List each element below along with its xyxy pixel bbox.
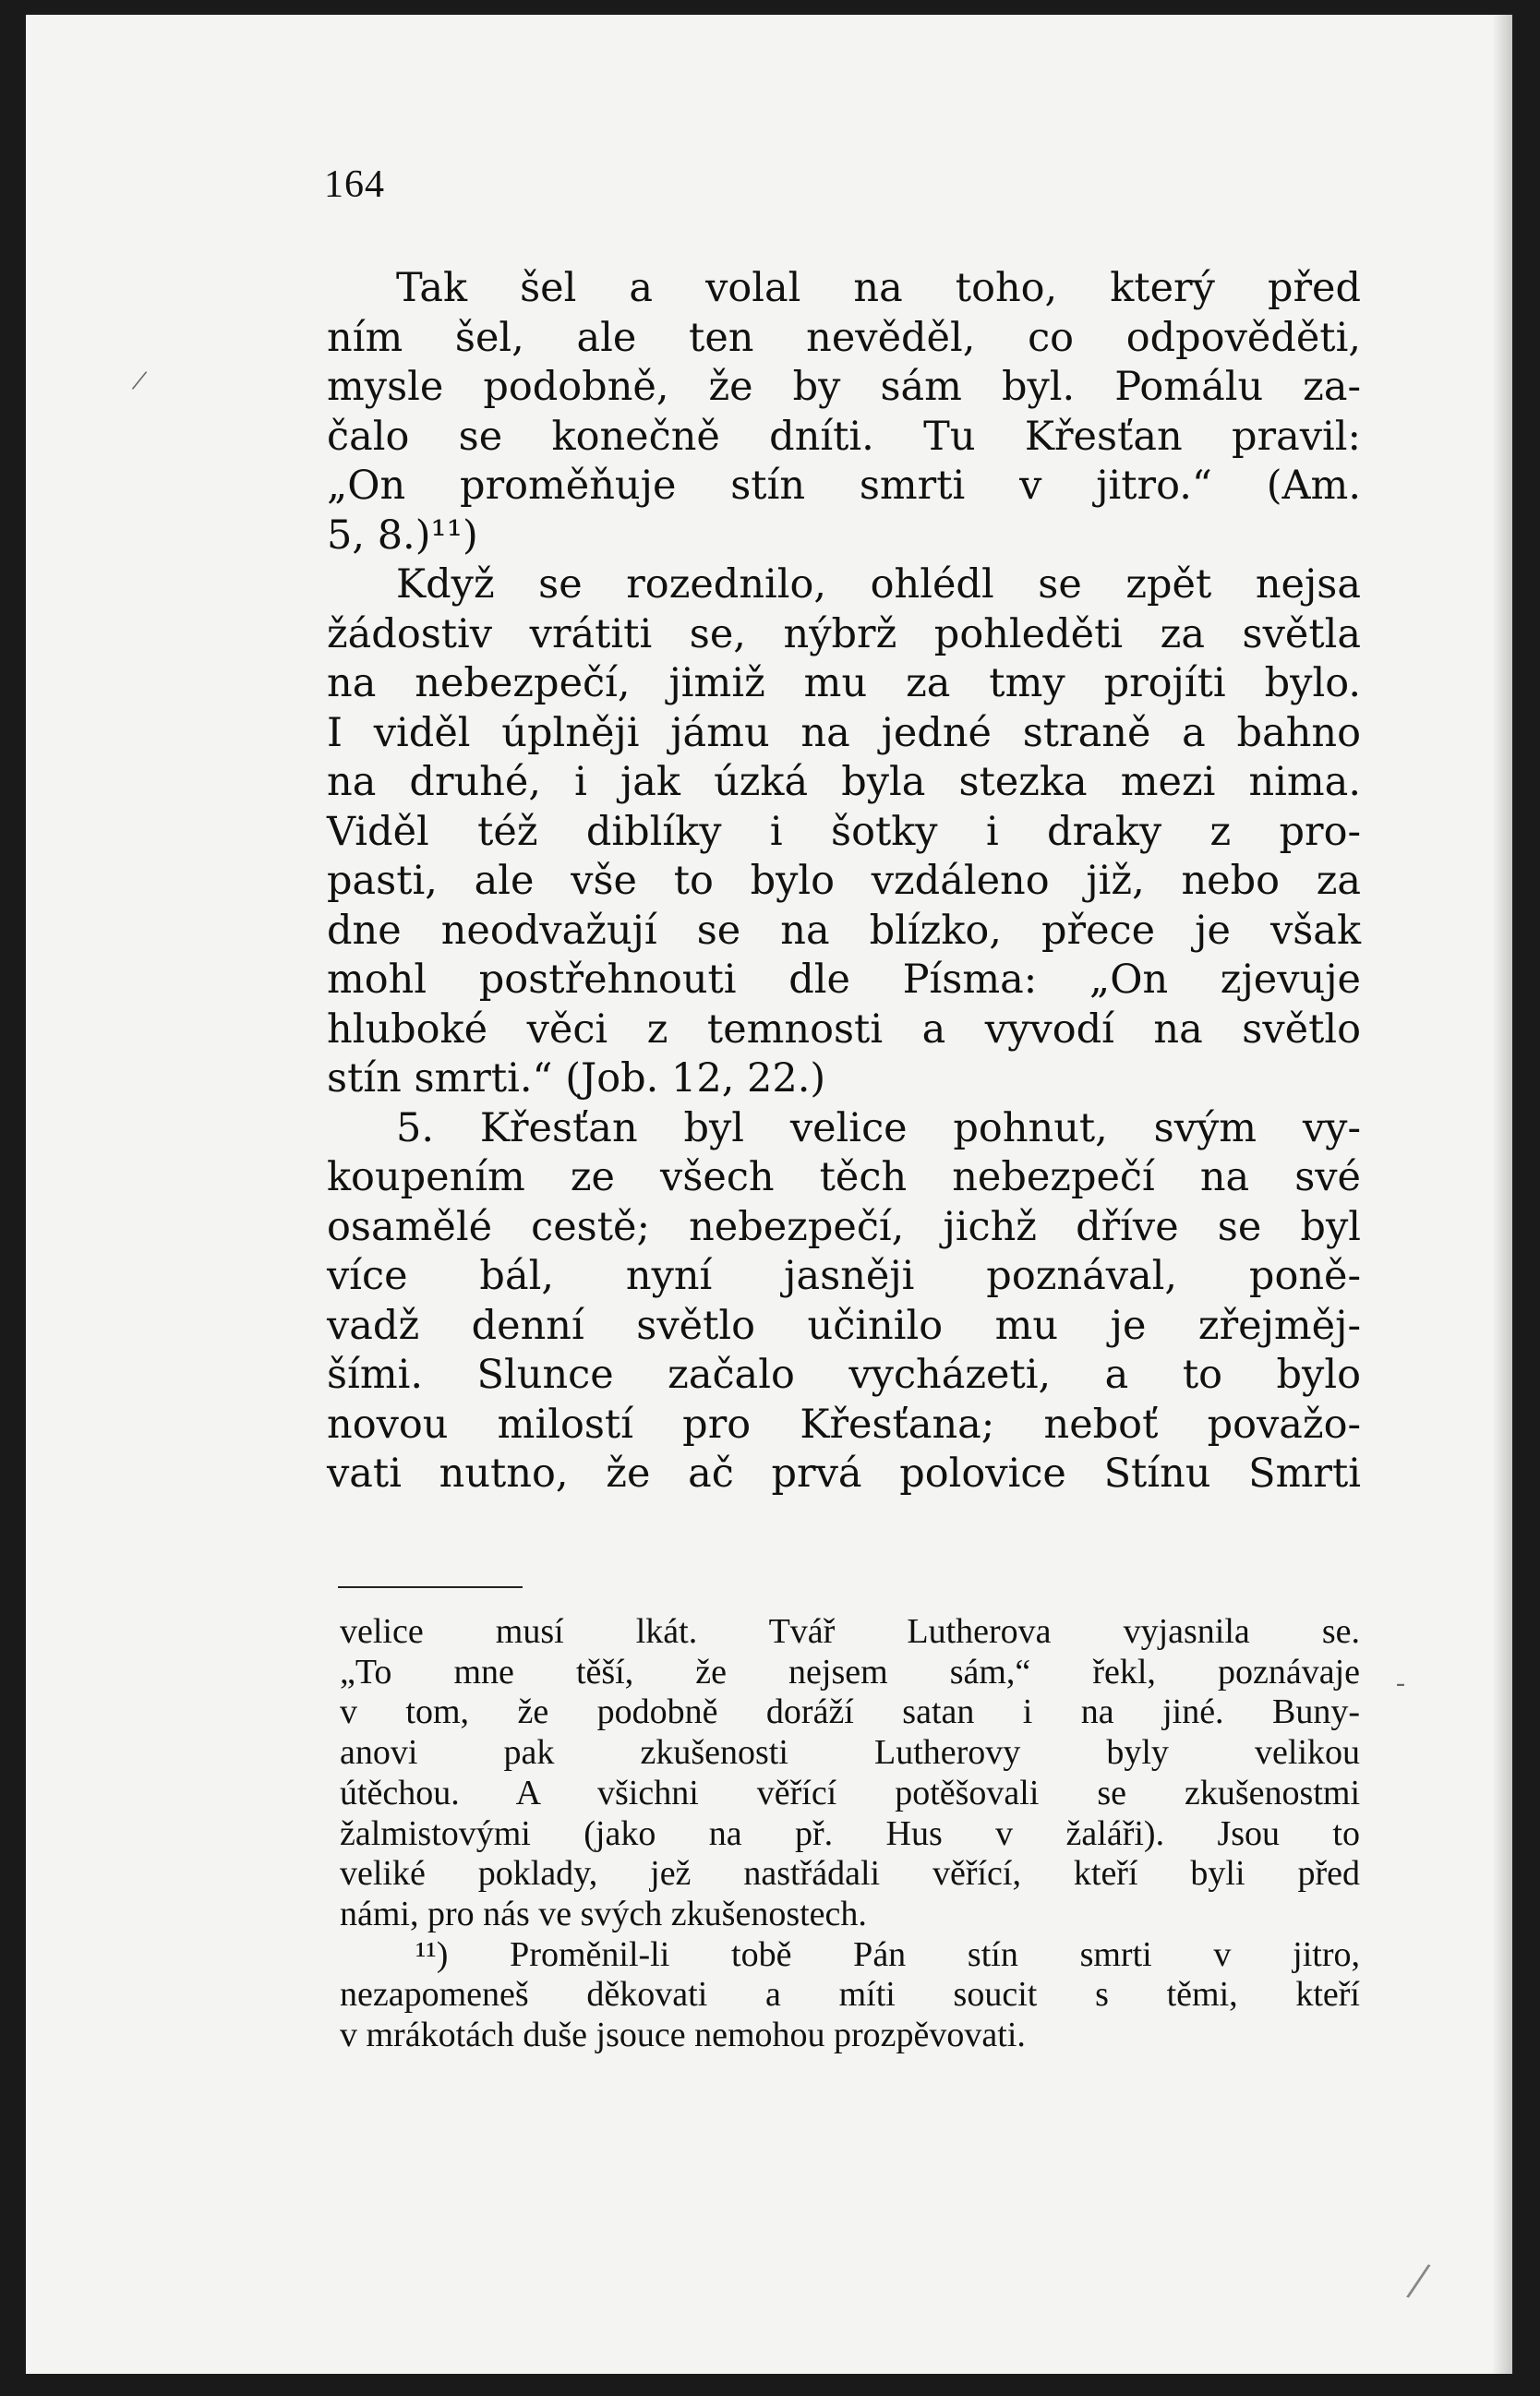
footnotes [340, 1612, 1360, 2056]
text-line: 5. Křesťan byl velice pohnut, svým vy- [396, 1104, 1361, 1151]
book-page [26, 15, 1512, 2374]
text-line: hluboké věci z temnosti a vyvodí na světlo [327, 1005, 1361, 1053]
text-line: novou milostí pro Křesťana; neboť považo- [327, 1401, 1361, 1448]
text-line: žádostiv vrátiti se, nýbrž pohleděti za světla [327, 610, 1361, 657]
text-line: Když se rozednilo, ohlédl se zpět nejsa [396, 561, 1361, 608]
margin-mark: - [1396, 1668, 1405, 1698]
text-line: šími. Slunce začalo vycházeti, a to bylo [327, 1352, 1361, 1398]
footnote-rule [338, 1586, 523, 1588]
footnote-line: v tom, že podobně doráží satan i na jiné. Buny- [340, 1692, 1360, 1732]
text-line: dne neodvažují se na blízko, přece je však [327, 907, 1361, 954]
text-line: pasti, ale vše to bylo vzdáleno již, nebo za [327, 858, 1361, 904]
page-number: 164 [324, 163, 385, 206]
text-line: I viděl úplněji jámu na jedné straně a bahno [327, 709, 1361, 756]
text-line: na nebezpečí, jimiž mu za tmy projíti bylo. [327, 660, 1361, 706]
text-line: Tak šel a volal na toho, který před [396, 265, 1361, 311]
text-line: na druhé, i jak úzká byla stezka mezi nima. [327, 759, 1361, 805]
text-line: koupením ze všech těch nebezpečí na své [327, 1154, 1361, 1200]
footnote-line: „To mne těší, že nejsem sám,“ řekl, poznávaje [340, 1652, 1360, 1692]
text-line: ním šel, ale ten nevěděl, co odpověděti, [327, 314, 1361, 361]
footnote-line: námi, pro nás ve svých zkušenostech. [340, 1894, 867, 1933]
footnote-line: ¹¹) Proměnil-li tobě Pán stín smrti v jitro, [415, 1934, 1360, 1974]
text-line: osamělé cestě; nebezpečí, jichž dříve se byl [327, 1203, 1361, 1250]
text-line: mysle podobně, že by sám byl. Pomálu za- [327, 364, 1361, 410]
margin-mark: / [1402, 2248, 1435, 2313]
footnote-line: v mrákotách duše jsouce nemohou prozpěvovati. [340, 2016, 1026, 2055]
text-line: Viděl též diblíky i šotky i draky z pro- [327, 808, 1361, 855]
text-line: čalo se konečně dníti. Tu Křesťan pravil: [327, 413, 1361, 460]
page-edge-shadow [1492, 15, 1512, 2374]
text-line: vadž denní světlo učinilo mu je zřejměj- [327, 1302, 1361, 1349]
footnote-line: veliké poklady, jež nastřádali věřící, kteří byli před [340, 1854, 1360, 1894]
footnote-line: anovi pak zkušenosti Lutherovy byly velikou [340, 1733, 1360, 1773]
text-line: více bál, nyní jasněji poznával, poně- [327, 1253, 1361, 1299]
text-line: vati nutno, že ač prvá polovice Stínu Smrti [327, 1451, 1361, 1497]
text-line: 5, 8.)¹¹) [327, 512, 478, 559]
text-line: mohl postřehnouti dle Písma: „On zjevuje [327, 957, 1361, 1003]
margin-mark: / [129, 363, 150, 399]
footnote-line: nezapomeneš děkovati a míti soucit s těmi, kteří [340, 1975, 1360, 2015]
footnote-line: žalmistovými (jako na př. Hus v žaláři). Jsou to [340, 1813, 1360, 1853]
text-line: „On proměňuje stín smrti v jitro.“ (Am. [327, 463, 1361, 509]
main-text [327, 264, 1361, 1499]
footnote-line: útěchou. A všichni věřící potěšovali se zkušenostmi [340, 1773, 1360, 1812]
footnote-line: velice musí lkát. Tvář Lutherova vyjasnila se. [340, 1612, 1360, 1651]
text-line: stín smrti.“ (Job. 12, 22.) [327, 1055, 826, 1102]
